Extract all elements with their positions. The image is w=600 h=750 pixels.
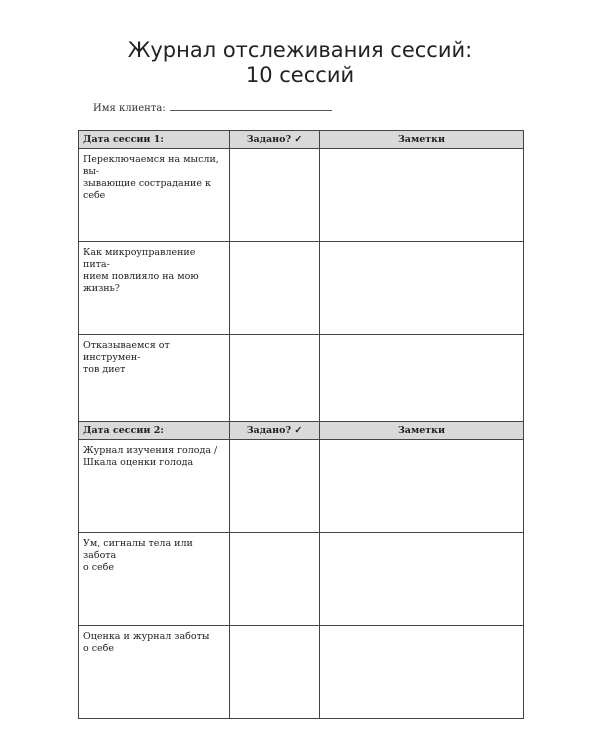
topic-cell (79, 626, 230, 719)
session-date-header: Дата сессии 2: (79, 422, 230, 440)
table-row (79, 335, 524, 428)
assigned-cell[interactable] (230, 242, 320, 335)
table-row (79, 440, 524, 533)
session-table-header (79, 131, 524, 149)
page-title (0, 38, 600, 88)
table-row (79, 242, 524, 335)
page-title-line-1: Журнал отслеживания сессий: (127, 38, 473, 62)
topic-cell (79, 242, 230, 335)
topic-text-line: о себе (83, 562, 115, 573)
notes-header: Заметки (320, 422, 524, 440)
page-title-line-2: 10 сессий (245, 63, 355, 87)
notes-header: Заметки (320, 131, 524, 149)
topic-cell (79, 533, 230, 626)
client-name-field (93, 103, 332, 114)
topic-text-line: Оценка и журнал заботы (83, 631, 210, 642)
session-table-1 (78, 130, 524, 428)
topic-text-line: Как микроуправление пита- (83, 247, 196, 270)
topic-text-line: о себе (83, 643, 115, 654)
assigned-cell[interactable] (230, 626, 320, 719)
topic-text-line: тов диет (83, 364, 126, 375)
assigned-cell[interactable] (230, 335, 320, 428)
client-name-blank-line[interactable] (170, 110, 332, 111)
notes-cell[interactable] (320, 149, 524, 242)
session-table-header (79, 422, 524, 440)
topic-cell (79, 149, 230, 242)
assigned-header: Задано? ✓ (230, 422, 320, 440)
notes-cell[interactable] (320, 440, 524, 533)
assigned-header: Задано? ✓ (230, 131, 320, 149)
table-row (79, 149, 524, 242)
client-name-label: Имя клиента: (93, 103, 166, 114)
notes-cell[interactable] (320, 626, 524, 719)
session-table-2 (78, 421, 524, 719)
table-row (79, 533, 524, 626)
topic-cell (79, 440, 230, 533)
topic-text-line: зывающие сострадание к себе (83, 178, 211, 201)
assigned-cell[interactable] (230, 440, 320, 533)
session-date-header: Дата сессии 1: (79, 131, 230, 149)
notes-cell[interactable] (320, 335, 524, 428)
topic-text-line: Журнал изучения голода / (83, 445, 218, 456)
notes-cell[interactable] (320, 242, 524, 335)
topic-text-line: Переключаемся на мысли, вы- (83, 154, 219, 177)
topic-cell (79, 335, 230, 428)
notes-cell[interactable] (320, 533, 524, 626)
assigned-cell[interactable] (230, 149, 320, 242)
topic-text-line: Ум, сигналы тела или забота (83, 538, 193, 561)
topic-text-line: Отказываемся от инструмен- (83, 340, 170, 363)
topic-text-line: Шкала оценки голода (83, 457, 194, 468)
assigned-cell[interactable] (230, 533, 320, 626)
topic-text-line: нием повлияло на мою жизнь? (83, 271, 199, 294)
table-row (79, 626, 524, 719)
